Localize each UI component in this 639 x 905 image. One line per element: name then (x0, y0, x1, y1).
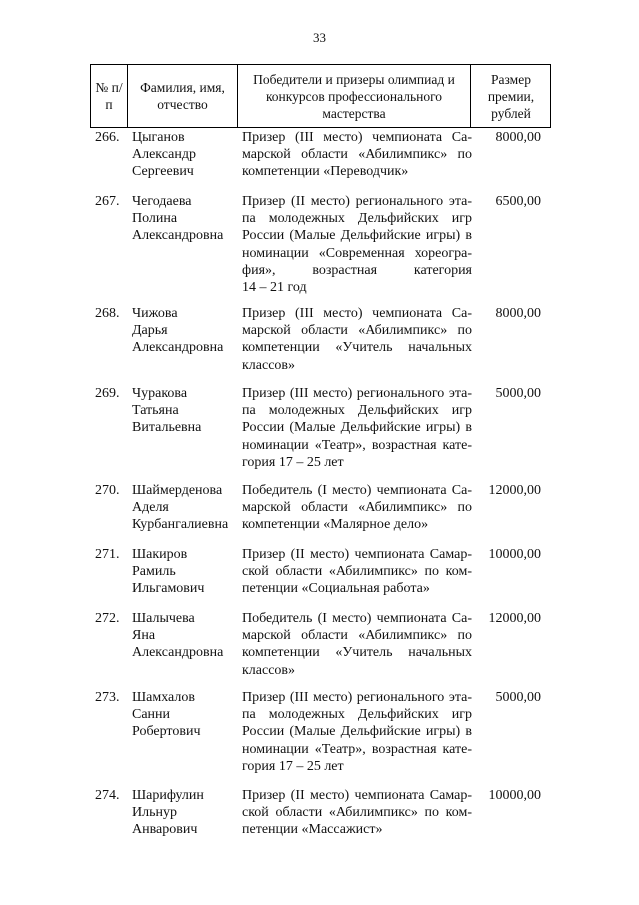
description-line: гория 17 – 25 лет (242, 758, 344, 774)
description-line: номинации «Современная хореогра- (242, 245, 472, 261)
description-line: па молодежных Дельфийских игр (242, 211, 472, 227)
row-number: 269. (95, 386, 120, 401)
name-line: Шарифулин (132, 788, 204, 803)
description-line: 14 – 21 год (242, 280, 307, 296)
name-line: Анварович (132, 822, 198, 838)
name-line: Александр (132, 147, 196, 163)
description-line: Призер (II место) чемпионата Самар- (242, 788, 472, 803)
row-description (242, 193, 472, 296)
description-line: компетенции «Учитель начальных (242, 340, 472, 356)
description-line: России (Малые Дельфийские игры) в (242, 420, 472, 436)
header-amount: Размер премии, рублей (470, 65, 551, 127)
row-name (132, 610, 242, 662)
row-amount: 8000,00 (495, 306, 541, 321)
description-line: Призер (III место) чемпионата Са- (242, 130, 472, 145)
row-name (132, 385, 242, 437)
row-amount: 5000,00 (495, 386, 541, 401)
row-name (132, 193, 242, 245)
name-line: Полина (132, 211, 178, 227)
name-line: Александровна (132, 645, 224, 661)
page-number: 33 (313, 30, 326, 45)
row-description (242, 385, 472, 471)
name-line: Шалычева (132, 611, 195, 626)
row-number: 272. (95, 611, 120, 626)
name-line: Дарья (132, 323, 168, 339)
name-line: Сергеевич (132, 164, 194, 180)
name-line: Рамиль (132, 564, 176, 580)
name-line: Робертович (132, 724, 201, 740)
header-name: Фамилия, имя, отчество (127, 65, 237, 127)
name-line: Ильгамович (132, 581, 205, 597)
row-number: 270. (95, 483, 120, 498)
row-name (132, 689, 242, 741)
row-name (132, 305, 242, 357)
row-description (242, 546, 472, 598)
description-line: Призер (III место) регионального эта- (242, 386, 472, 401)
row-description (242, 305, 472, 374)
description-line: классов» (242, 662, 296, 678)
description-line: фия», возрастная категория (242, 262, 472, 278)
name-line: Александровна (132, 340, 224, 356)
description-line: компетенции «Учитель начальных (242, 645, 472, 661)
name-line: Витальевна (132, 420, 202, 436)
name-line: Яна (132, 628, 156, 644)
row-amount: 12000,00 (488, 611, 541, 626)
name-line: Чижова (132, 306, 178, 321)
description-line: России (Малые Дельфийские игры) в (242, 228, 472, 244)
row-number: 271. (95, 547, 120, 562)
row-amount: 5000,00 (495, 690, 541, 705)
row-name (132, 129, 242, 181)
description-line: России (Малые Дельфийские игры) в (242, 724, 472, 740)
description-line: ской области «Абилимпикс» по ком- (242, 805, 472, 821)
description-line: па молодежных Дельфийских игр (242, 707, 472, 723)
row-number: 274. (95, 788, 120, 803)
row-description (242, 482, 472, 534)
name-line: Шамхалов (132, 690, 195, 705)
row-amount: 10000,00 (488, 547, 541, 562)
row-description (242, 129, 472, 181)
description-line: гория 17 – 25 лет (242, 454, 344, 470)
name-line: Цыганов (132, 130, 185, 145)
header-description: Победители и призеры олимпиад и конкурсов профессионального мастерства (237, 65, 470, 127)
row-amount: 12000,00 (488, 483, 541, 498)
name-line: Александровна (132, 228, 224, 244)
name-line: Чегодаева (132, 194, 192, 209)
name-line: Курбангалиевна (132, 517, 229, 533)
row-number: 268. (95, 306, 120, 321)
description-line: Призер (II место) регионального эта- (242, 194, 472, 209)
description-line: марской области «Абилимпикс» по (242, 147, 472, 163)
row-description (242, 610, 472, 679)
name-line: Санни (132, 707, 171, 723)
description-line: номинации «Театр», возрастная кате- (242, 437, 472, 453)
description-line: номинации «Театр», возрастная кате- (242, 741, 472, 757)
row-name (132, 546, 242, 598)
description-line: па молодежных Дельфийских игр (242, 403, 472, 419)
row-number: 273. (95, 690, 120, 705)
row-number: 267. (95, 194, 120, 209)
name-line: Шакиров (132, 547, 188, 562)
description-line: петенции «Социальная работа» (242, 581, 430, 597)
description-line: марской области «Абилимпикс» по (242, 323, 472, 339)
description-line: Призер (III место) регионального эта- (242, 690, 472, 705)
description-line: компетенции «Малярное дело» (242, 517, 429, 533)
row-amount: 10000,00 (488, 788, 541, 803)
description-line: ской области «Абилимпикс» по ком- (242, 564, 472, 580)
description-line: классов» (242, 357, 296, 373)
description-line: марской области «Абилимпикс» по (242, 628, 472, 644)
description-line: Победитель (I место) чемпионата Са- (242, 611, 472, 626)
name-line: Шаймерденова (132, 483, 223, 498)
header-number: № п/п (95, 80, 123, 112)
row-number: 266. (95, 130, 120, 145)
row-name (132, 482, 242, 534)
row-description (242, 787, 472, 839)
description-line: Победитель (I место) чемпионата Са- (242, 483, 472, 498)
name-line: Ильнур (132, 805, 177, 821)
row-name (132, 787, 242, 839)
row-amount: 8000,00 (495, 130, 541, 145)
row-amount: 6500,00 (495, 194, 541, 209)
table-header (90, 64, 551, 128)
name-line: Татьяна (132, 403, 179, 419)
description-line: петенции «Массажист» (242, 822, 383, 838)
name-line: Чуракова (132, 386, 188, 401)
description-line: Призер (II место) чемпионата Самар- (242, 547, 472, 562)
row-description (242, 689, 472, 775)
description-line: компетенции «Переводчик» (242, 164, 409, 180)
name-line: Аделя (132, 500, 169, 516)
description-line: Призер (III место) чемпионата Са- (242, 306, 472, 321)
description-line: марской области «Абилимпикс» по (242, 500, 472, 516)
